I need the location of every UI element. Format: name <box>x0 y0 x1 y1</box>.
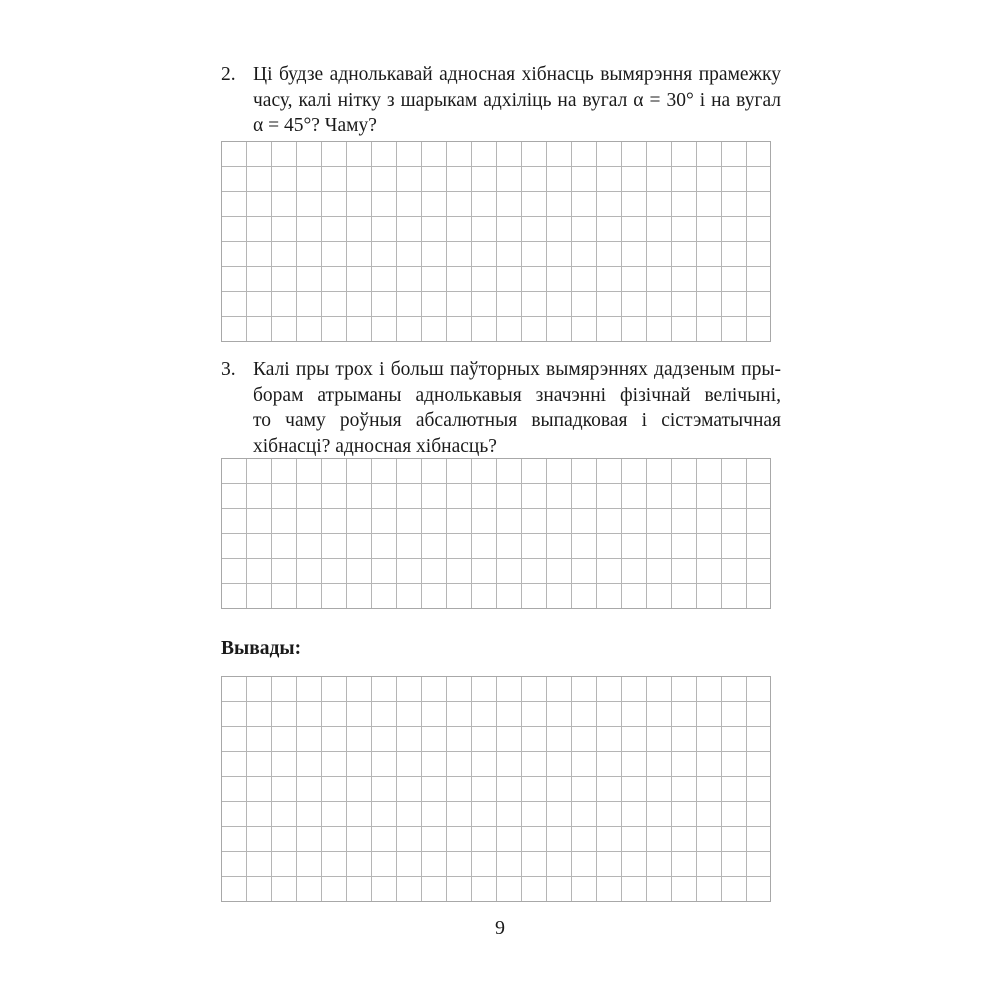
question-line: борам атрыманы аднолькавыя значэнні фізічнай велічыні, <box>253 384 781 406</box>
question-text <box>253 357 781 459</box>
question-line: α = 45°? Чаму? <box>253 115 377 136</box>
question-line: Калі пры трох і больш паўторных вымярэннях дадзеным пры- <box>253 359 781 380</box>
question-text <box>253 62 781 139</box>
conclusion-grid[interactable] <box>221 676 771 902</box>
question-line: хібнасці? адносная хібнасць? <box>253 435 497 457</box>
question-line: Ці будзе аднолькавай адносная хібнасць вымярэння прамежку <box>253 64 781 85</box>
question-3 <box>221 357 781 459</box>
question-2 <box>221 62 781 139</box>
question-number: 3. <box>221 359 236 380</box>
question-line: часу, калі нітку з шарыкам адхіліць на вугал α = 30° і на вугал <box>253 89 781 111</box>
conclusion-heading: Вывады: <box>221 638 302 659</box>
answer-grid-3[interactable] <box>221 458 771 609</box>
question-line: то чаму роўныя абсалютныя выпадковая і сістэматычная <box>253 410 781 431</box>
question-number: 2. <box>221 64 236 85</box>
answer-grid-2[interactable] <box>221 141 771 342</box>
page-number: 9 <box>495 917 505 939</box>
